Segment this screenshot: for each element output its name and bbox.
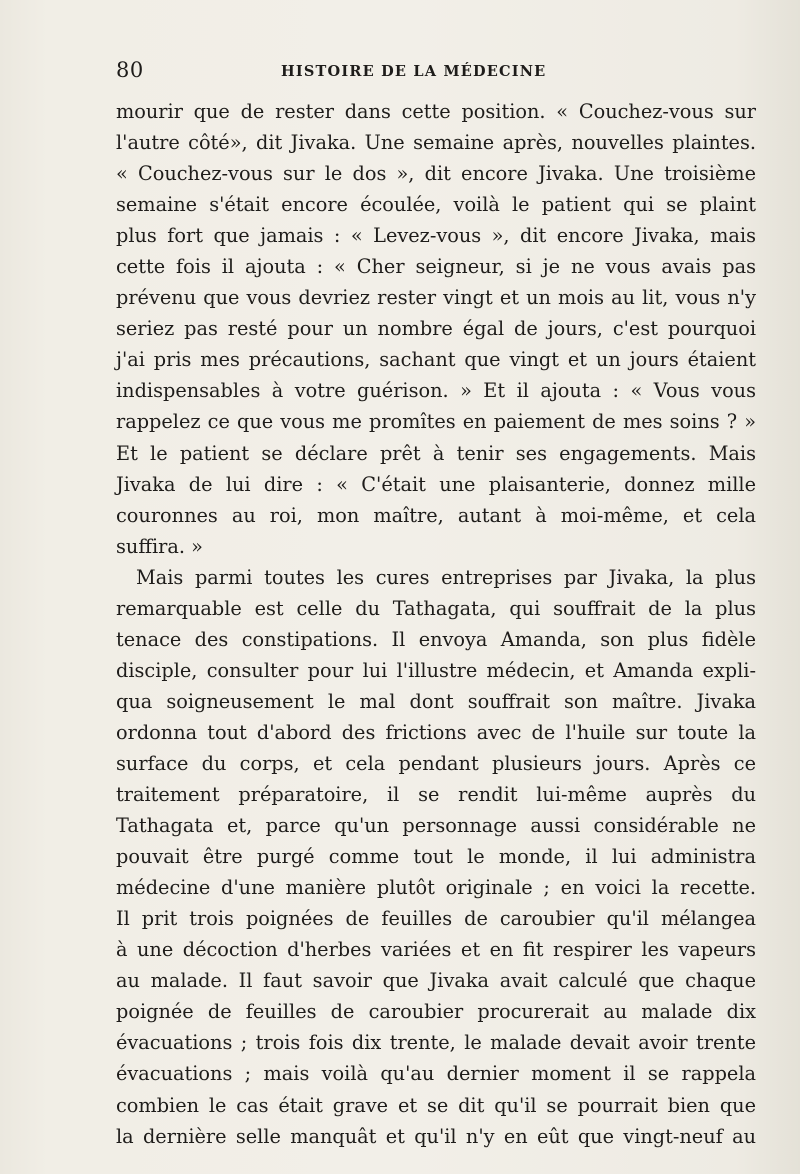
text-line: tenace des constipations. Il envoya Amanda, son plus fidèle	[116, 627, 756, 651]
text-line: surface du corps, et cela pendant plusieurs jours. Après ce	[116, 751, 756, 775]
text-line: semaine s'était encore écoulée, voilà le patient qui se plaint	[116, 193, 756, 217]
text-line: indispensables à votre guérison. » Et il ajouta : « Vous vous	[116, 379, 756, 403]
text-line: pouvait être purgé comme tout le monde, il lui administra	[116, 845, 756, 869]
text-line: poignée de feuilles de caroubier procurerait au malade dix	[116, 1000, 756, 1024]
text-line: l'autre côté», dit Jivaka. Une semaine après, nouvelles plaintes.	[116, 131, 756, 155]
text-line: ordonna tout d'abord des frictions avec de l'huile sur toute la	[116, 720, 756, 744]
text-line: « Couchez-vous sur le dos », dit encore Jivaka. Une troisième	[116, 162, 756, 186]
text-line: suffira. »	[116, 534, 203, 558]
text-line: Tathagata et, parce qu'un personnage aussi considérable ne	[116, 814, 756, 838]
running-title: HISTOIRE DE LA MÉDECINE	[281, 63, 547, 80]
text-line: disciple, consulter pour lui l'illustre médecin, et Amanda expli-	[116, 658, 756, 682]
text-line: traitement préparatoire, il se rendit lui-même auprès du	[116, 783, 756, 807]
paragraph-2	[116, 562, 756, 1152]
text-line: combien le cas était grave et se dit qu'il se pourrait bien que	[116, 1093, 756, 1117]
paragraph-1	[116, 96, 756, 562]
text-line: Et le patient se déclare prêt à tenir ses engagements. Mais	[116, 441, 756, 465]
text-line: Mais parmi toutes les cures entreprises par Jivaka, la plus	[136, 565, 756, 589]
body-text	[116, 96, 756, 1152]
text-line: plus fort que jamais : « Levez-vous », dit encore Jivaka, mais	[116, 224, 756, 248]
text-line: évacuations ; mais voilà qu'au dernier moment il se rappela	[116, 1062, 756, 1086]
text-line: Il prit trois poignées de feuilles de caroubier qu'il mélangea	[116, 907, 756, 931]
text-line: Jivaka de lui dire : « C'était une plaisanterie, donnez mille	[116, 472, 756, 496]
text-line: médecine d'une manière plutôt originale ; en voici la recette.	[116, 876, 756, 900]
text-line: évacuations ; trois fois dix trente, le malade devait avoir trente	[116, 1031, 756, 1055]
text-line: remarquable est celle du Tathagata, qui souffrait de la plus	[116, 596, 756, 620]
text-line: la dernière selle manquât et qu'il n'y en eût que vingt-neuf au	[116, 1124, 756, 1148]
text-line: qua soigneusement le mal dont souffrait son maître. Jivaka	[116, 689, 756, 713]
text-line: seriez pas resté pour un nombre égal de jours, c'est pourquoi	[116, 317, 756, 341]
text-line: cette fois il ajouta : « Cher seigneur, si je ne vous avais pas	[116, 255, 756, 279]
text-line: au malade. Il faut savoir que Jivaka avait calculé que chaque	[116, 969, 756, 993]
text-line: à une décoction d'herbes variées et en fit respirer les vapeurs	[116, 938, 756, 962]
page-header	[116, 58, 756, 88]
text-line: couronnes au roi, mon maître, autant à moi-même, et cela	[116, 503, 756, 527]
page-number: 80	[116, 58, 144, 82]
text-line: j'ai pris mes précautions, sachant que vingt et un jours étaient	[116, 348, 756, 372]
text-line: prévenu que vous devriez rester vingt et un mois au lit, vous n'y	[116, 286, 756, 310]
text-line: mourir que de rester dans cette position. « Couchez-vous sur	[116, 100, 756, 123]
text-line: rappelez ce que vous me promîtes en paiement de mes soins ? »	[116, 410, 756, 434]
